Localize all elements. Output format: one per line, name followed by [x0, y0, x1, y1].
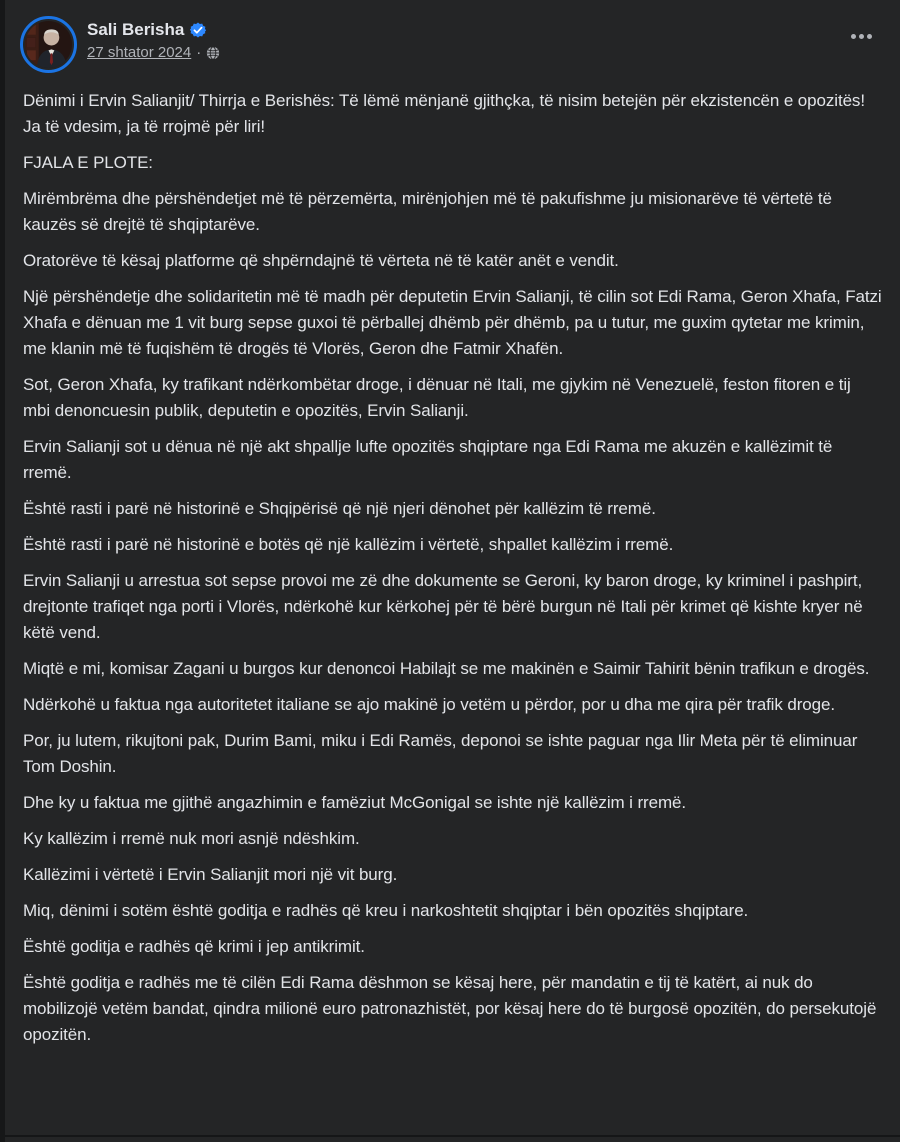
post-header-text	[87, 16, 220, 61]
verified-badge-icon	[190, 22, 206, 38]
post-paragraph: Një përshëndetje dhe solidaritetin më të madh për deputetin Ervin Salianji, të cilin sot Edi Rama, Geron Xhafa, Fatzi Xhafa e dënuan me 1 vit burg sepse guxoi të përballej dhëmb për dhëmb, pa u tutur, me guxim qytetar me krimin, me klanin më të fuqishëm të drogës të Vlorës, Geron dhe Fatmir Xhafën.	[23, 287, 882, 358]
post-paragraph: Dhe ky u faktua me gjithë angazhimin e famëziut McGonigal se ishte një kallëzim i rremë.	[23, 793, 686, 812]
post-paragraph: Kallëzimi i vërtetë i Ervin Salianjit mori një vit burg.	[23, 865, 398, 884]
post-paragraph: Miqtë e mi, komisar Zagani u burgos kur denoncoi Habilajt se me makinën e Saimir Tahirit bënin trafikun e drogës.	[23, 659, 870, 678]
post-paragraph: Ky kallëzim i rremë nuk mori asnjë ndëshkim.	[23, 829, 360, 848]
post-paragraph: Ndërkohë u faktua nga autoritetet italiane se ajo makinë jo vetëm u përdor, por u dha me qira për trafik droge.	[23, 695, 835, 714]
post-paragraph: Por, ju lutem, rikujtoni pak, Durim Bami, miku i Edi Ramës, deponoi se ishte paguar nga Ilir Meta për të eliminuar Tom Doshin.	[23, 731, 858, 776]
meta-separator: ·	[196, 44, 202, 61]
post-paragraph: Ervin Salianji u arrestua sot sepse provoi me zë dhe dokumente se Geroni, ky baron droge, ky kriminel i pashpirt, drejtonte trafiqet nga porti i Vlorës, ndërkohë kur kërkohej për të bërë burgun në Itali për krimet që kishte kryer në këtë vend.	[23, 571, 863, 642]
post-text	[5, 73, 900, 1064]
post-paragraph: FJALA E PLOTE:	[23, 153, 153, 172]
post-paragraph: Sot, Geron Xhafa, ky trafikant ndërkombëtar droge, i dënuar në Itali, me gjykim në Venezuelë, feston fitoren e tij mbi denoncuesin publik, deputetin e opozitës, Ervin Salianji.	[23, 375, 851, 420]
author-name[interactable]: Sali Berisha	[87, 20, 185, 39]
post-paragraph: Është rasti i parë në historinë e botës që një kallëzim i vërtetë, shpallet kallëzim i rremë.	[23, 535, 674, 554]
post-paragraph: Është rasti i parë në historinë e Shqipërisë që një njeri dënohet për kallëzim të rremë.	[23, 499, 656, 518]
post-meta-row	[87, 44, 220, 61]
ellipsis-icon	[851, 34, 872, 39]
post-paragraph: Oratorëve të kësaj platforme që shpërndajnë të vërteta në të katër anët e vendit.	[23, 251, 619, 270]
post-paragraph: Dënimi i Ervin Salianjit/ Thirrja e Berishës: Të lëmë mënjanë gjithçka, të nisim betejën për ekzistencën e opozitës! Ja të vdesim, ja të rrojmë për liri!	[23, 91, 865, 136]
post-paragraph: Është goditja e radhës me të cilën Edi Rama dëshmon se kësaj here, për mandatin e tij të katërt, ai nuk do mobilizojë vetëm bandat, qindra milionë euro patronazhistët, por kësaj here do të burgosë opozitën, do persekutojë opozitën.	[23, 973, 877, 1044]
attached-media-edge[interactable]	[5, 1135, 900, 1142]
avatar[interactable]	[20, 16, 77, 73]
avatar-photo	[25, 21, 72, 68]
post-paragraph: Mirëmbrëma dhe përshëndetjet më të përzemërta, mirënjohjen më të pakufishme ju misionarëve të vërtetë të kauzës së drejtë të shqiptarëve.	[23, 189, 832, 234]
post-paragraph: Miq, dënimi i sotëm është goditja e radhës që kreu i narkoshtetit shqiptar i bën opozitës shqiptare.	[23, 901, 749, 920]
globe-icon	[206, 46, 220, 60]
post-header	[5, 0, 900, 73]
post-paragraph: Është goditja e radhës që krimi i jep antikrimit.	[23, 937, 365, 956]
post-paragraph: Ervin Salianji sot u dënua në një akt shpallje lufte opozitës shqiptare nga Edi Rama me akuzën e kallëzimit të rremë.	[23, 437, 833, 482]
post-card	[5, 0, 900, 1142]
post-date-link[interactable]: 27 shtator 2024	[87, 44, 192, 61]
post-options-button[interactable]	[845, 26, 878, 47]
